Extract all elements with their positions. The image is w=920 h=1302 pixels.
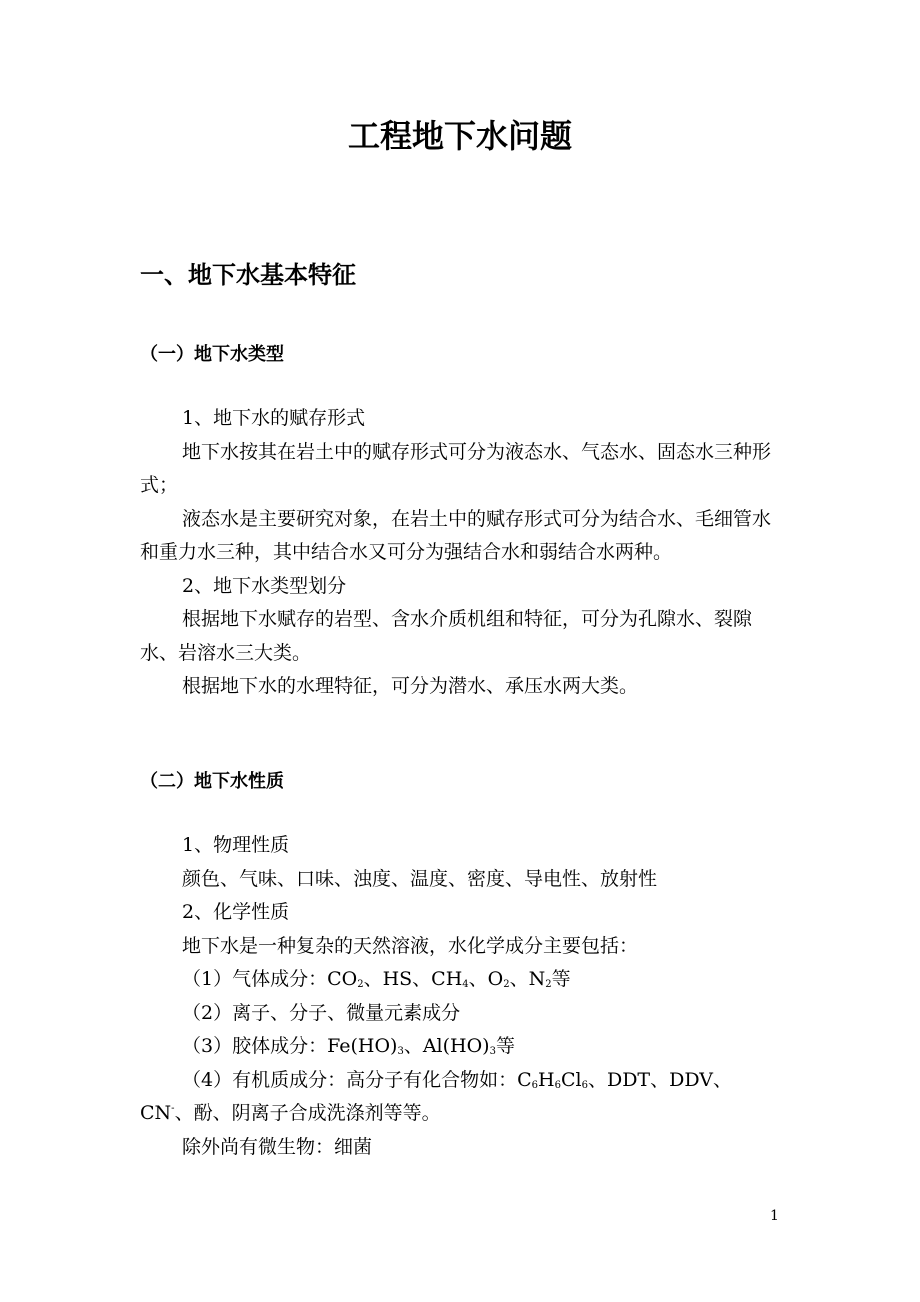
- paragraph: 地下水是一种复杂的天然溶液，水化学成分主要包括：: [182, 934, 639, 957]
- document-title: 工程地下水问题: [347, 117, 572, 155]
- paragraph: 液态水是主要研究对象，在岩土中的赋存形式可分为结合水、毛细管水和重力水三种，其中结合水又可分为强结合水和弱结合水两种。: [140, 507, 772, 563]
- subsection-body-groundwater-properties: [140, 829, 783, 1164]
- paragraph: 2、地下水类型划分: [182, 574, 347, 597]
- paragraph: 颜色、气味、口味、浊度、温度、密度、导电性、放射性: [182, 867, 658, 890]
- paragraph: 2、化学性质: [182, 901, 290, 923]
- page-number: 1: [770, 1208, 779, 1224]
- list-item-ion-components: （2）离子、分子、微量元素成分: [182, 1001, 461, 1024]
- list-item-organic-components: （4）有机质成分：高分子有化合物如：$C_6H_6Cl_6$、DDT、DDV、CN-、酚、阴离子合成洗涤剂等等。: [140, 1068, 732, 1124]
- paragraph: 1、物理性质: [182, 834, 290, 856]
- list-item-colloid-components: （3）胶体成分：$Fe(HO)_3$、$Al(HO)_3$等: [182, 1035, 515, 1057]
- list-item-gas-components: （1）气体成分：$CO_2$、HS、$CH_4$、$O_2$、$N_2$等: [182, 968, 571, 990]
- subsection-heading-groundwater-types: （一）地下水类型: [140, 344, 284, 365]
- paragraph: 除外尚有微生物：细菌: [182, 1135, 373, 1158]
- paragraph: 根据地下水的水理特征，可分为潜水、承压水两大类。: [182, 675, 639, 697]
- paragraph: 地下水按其在岩土中的赋存形式可分为液态水、气态水、固态水三种形式；: [140, 440, 772, 496]
- section-heading-basic-features: 一、地下水基本特征: [140, 261, 356, 289]
- paragraph: 1、地下水的赋存形式: [182, 407, 366, 429]
- subsection-body-groundwater-types: [140, 402, 783, 704]
- paragraph: 根据地下水赋存的岩型、含水介质机组和特征，可分为孔隙水、裂隙水、岩溶水三大类。: [140, 608, 753, 664]
- subsection-heading-groundwater-properties: （二）地下水性质: [140, 771, 284, 792]
